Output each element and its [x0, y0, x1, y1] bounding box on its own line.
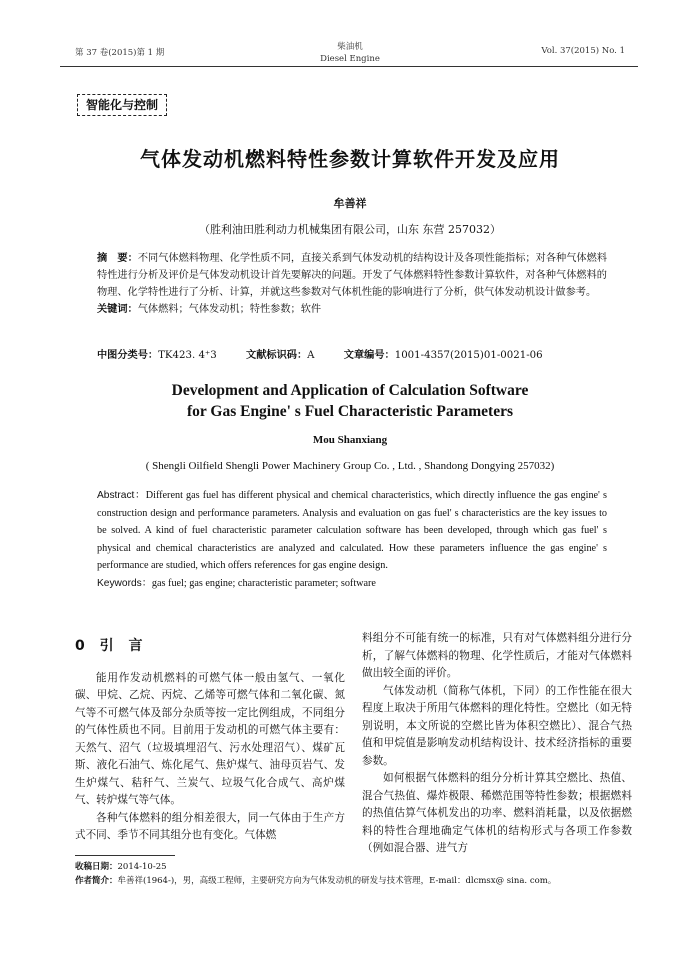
clc-label: 中图分类号： — [97, 350, 159, 361]
keywords-en — [97, 575, 607, 593]
body-column-right — [362, 630, 632, 858]
bio-label: 作者简介： — [75, 876, 118, 886]
paper-title-en-line2: for Gas Engine' s Fuel Characteristic Parameters — [187, 403, 513, 420]
bio-value: 牟善祥(1964-)，男，高级工程师，主要研究方向为气体发动机的研发与技术管理，E-mail：dlcmsx@ sina. com。 — [117, 876, 557, 886]
body-paragraph: 气体发动机（简称气体机，下同）的工作性能在很大程度上取决于所用气体燃料的理化特性。空燃比（如无特别说明，本文所说的空燃比皆为体积空燃比）、混合气热值和甲烷值是影响发动机结构设计、技术经济指标的重要参数。 — [362, 684, 632, 767]
received-value: 2014-10-25 — [117, 862, 167, 872]
keywords-cn-text: 气体燃料；气体发动机；特性参数；软件 — [137, 304, 322, 315]
doc-code-value: A — [307, 350, 315, 361]
body-paragraph: 各种气体燃料的组分相差很大，同一气体由于生产方式不同、季节不同其组分也有变化。气体燃 — [75, 811, 345, 841]
article-number — [344, 350, 543, 361]
header-divider — [60, 66, 638, 67]
clc-number — [97, 350, 217, 361]
body-paragraph: 料组分不可能有统一的标准，只有对气体燃料组分进行分析，了解气体燃料的物理、化学性质后，才能对气体燃料做出较全面的评价。 — [362, 632, 632, 679]
author-cn: 牟善祥 — [333, 197, 367, 210]
doc-code-label: 文献标识码： — [246, 350, 308, 361]
received-label: 收稿日期： — [75, 862, 118, 872]
article-number-value: 1001-4357(2015)01-0021-06 — [394, 350, 543, 361]
abstract-cn — [97, 250, 607, 318]
footnote-author-bio — [75, 875, 635, 888]
abstract-cn-label: 摘 要： — [97, 253, 138, 264]
footnote-received — [75, 861, 635, 874]
header-volume: Vol. 37(2015) No. 1 — [541, 46, 625, 56]
keywords-en-label: Keywords： — [97, 577, 152, 589]
affiliation-cn: （胜利油田胜利动力机械集团有限公司，山东 东营 257032） — [199, 223, 501, 236]
clc-value: TK423. 4⁺3 — [158, 350, 217, 361]
paper-title-en-line1: Development and Application of Calculation Software — [171, 382, 529, 399]
body-paragraph: 如何根据气体燃料的组分分析计算其空燃比、热值、混合气热值、爆炸极限、稀燃范围等特性参数；根据燃料的热值估算气体机发出的功率、燃料消耗量，以及依据燃料的特性合理地确定气体机的结构形式与各项工作参数（例如混合器、进气方 — [362, 772, 632, 854]
section-tag: 智能化与控制 — [77, 94, 167, 116]
keywords-cn-label: 关键词： — [97, 304, 138, 315]
abstract-en — [97, 487, 607, 592]
header-journal-cn: 柴油机 — [337, 42, 363, 52]
body-column-left — [75, 630, 345, 845]
footnote-divider — [75, 855, 175, 856]
section-heading-intro: 0 引 言 — [75, 638, 143, 654]
document-code — [246, 350, 314, 361]
abstract-en-label: Abstract： — [97, 490, 146, 501]
paper-title-cn: 气体发动机燃料特性参数计算软件开发及应用 — [140, 147, 560, 171]
author-en: Mou Shanxiang — [312, 434, 388, 446]
keywords-en-text: gas fuel; gas engine; characteristic parameter; software — [151, 577, 376, 589]
abstract-en-text: Different gas fuel has different physical and chemical characteristics, which directly influence the gas engine' s construction design and performance parameters. Analysis and evaluation on gas fuel' s characteristics are the key issues to be solved. A kind of fuel characteristic parameter calculation software has been developed, through which gas fuel' s physical and chemical characteristics are analyzed and calculated. How these parameters influence the gas engine' s performance are studied, which offers references for gas engine design. — [97, 490, 608, 571]
header-issue: 第 37 卷(2015)第 1 期 — [75, 48, 165, 58]
body-paragraph: 能用作发动机燃料的可燃气体一般由氢气、一氧化碳、甲烷、乙烷、丙烷、乙烯等可燃气体和二氧化碳、氮气等不可燃气体及部分杂质等按一定比例组成，不同组分的气体性质也不同。目前用于发动机的可燃气体主要有：天然气、沼气（垃圾填埋沼气、污水处理沼气）、煤矿瓦斯、液化石油气、炼化尾气、焦炉煤气、油母页岩气、发生炉煤气、秸秆气、兰炭气、垃圾气化合成气、高炉煤气、转炉煤气等气体。 — [75, 671, 345, 806]
affiliation-en: ( Shengli Oilfield Shengli Power Machinery Group Co. , Ltd. , Shandong Dongying 257032) — [145, 460, 555, 472]
paper-title-en — [0, 380, 700, 422]
article-number-label: 文章编号： — [343, 350, 395, 361]
classification-line — [97, 346, 569, 361]
keywords-cn — [97, 301, 607, 318]
abstract-cn-text: 不同气体燃料物理、化学性质不同，直接关系到气体发动机的结构设计及各项性能指标；对各种气体燃料特性进行分析及评价是气体发动机设计首先要解决的问题。开发了气体燃料特性参数计算软件，对各种气体燃料的物理、化学特性进行了分析、计算，并就这些参数对气体机性能的影响进行了分析，供气体发动机设计做参考。 — [97, 253, 608, 298]
header-journal-en: Diesel Engine — [320, 54, 380, 64]
